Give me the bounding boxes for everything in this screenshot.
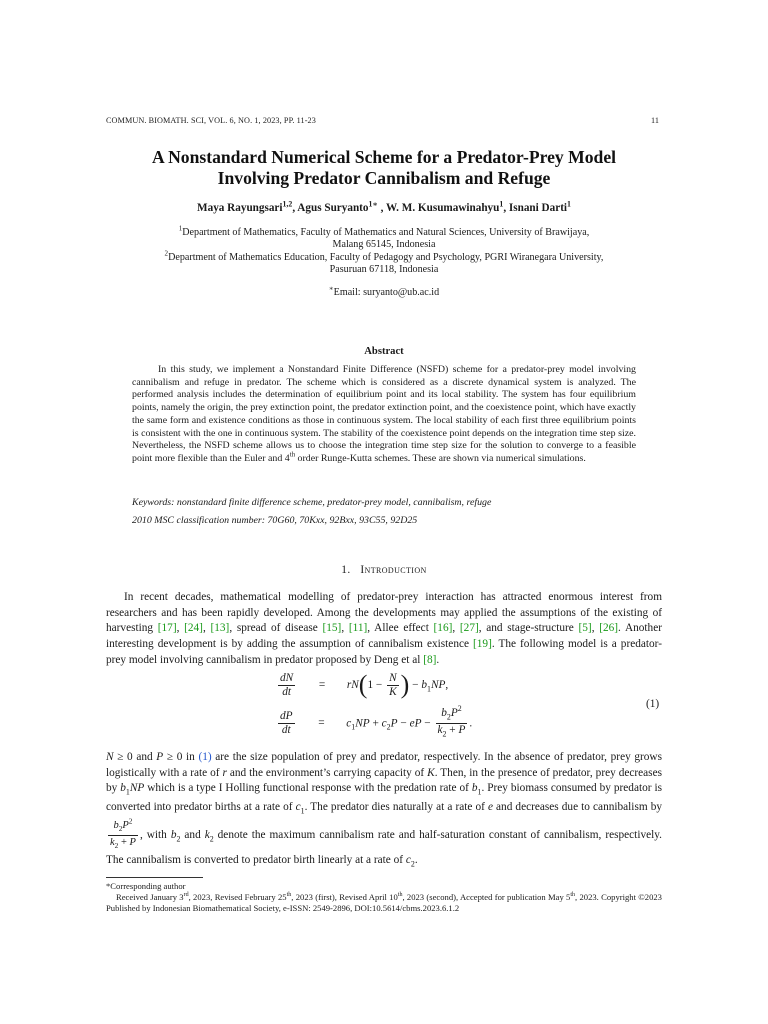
- para-text: .: [414, 853, 418, 866]
- email-sup: ∗: [328, 284, 334, 293]
- para-text: which is a type I Holling functional response with the predation rate of: [144, 782, 472, 795]
- received-text: , 2023 (first), Revised April 10: [291, 892, 398, 903]
- citation-link[interactable]: [27]: [459, 622, 479, 635]
- intro-text: , Allee effect: [367, 622, 434, 635]
- date-sup: th: [570, 892, 576, 899]
- keywords: Keywords: nonstandard finite difference scheme, predator-prey model, cannibalism, refuge: [132, 497, 492, 508]
- corresponding-author-note: *Corresponding author: [106, 881, 186, 891]
- author-affil-sup: 1: [499, 199, 504, 209]
- affil-sup: 1: [178, 224, 183, 233]
- msc-classification: 2010 MSC classification number: 70G60, 70Kxx, 92Bxx, 93C55, 92D25: [132, 515, 418, 526]
- para-text: and decreases due to cannibalism by: [492, 801, 662, 814]
- affiliation-2: [120, 249, 648, 277]
- author-name: Isnani Darti: [508, 202, 568, 214]
- para-text: . Prey biomass consumed by predator is converted into predator births at a rate of: [106, 782, 663, 814]
- author-list: Maya Rayungsari$^{1,2}$, Agus Suryanto$^{1∗}$ , W. M. Kusumawinahyu$^1$, Isnani Darti$^1$: [197, 199, 571, 214]
- citation-link[interactable]: [17]: [157, 622, 177, 635]
- intro-text: In recent decades, mathematical modelling of predator-prey interaction has attracted enormous interest from researchers and has been rapidly developed. Among the developments may applied the assumptions of the existing of harvesting: [106, 591, 662, 635]
- model-description-paragraph: N ≥ 0 and P ≥ 0 in (1) are the size population of prey and predator, respectively. In the absence of predator, prey grows logistically with a rate of r and the environment’s carrying capacity of K. Then, in the presence of predator, prey decreases by $b_1NP$ which is a type I Holling functional response with the predation rate of $b_1$. Prey biomass consumed by predator is converted into predator births at a rate of $c_1$. The predator dies naturally at a rate of e and decreases due to cannibalism by $\frac{b_2P^2}{k_2 + P}$ , with $b_2$ and $k_2$ denote the maximum cannibalism rate and half-saturation constant of cannibalism, respectively. The cannibalism is converted to predator birth linearly at a rate of $c_2$.: [106, 751, 663, 868]
- author-affil-sup: 1∗: [368, 199, 378, 209]
- intro-text: . Another interesting development is by adding the assumption of cannibalism existence: [106, 622, 662, 651]
- abstract-heading: Abstract: [364, 346, 404, 357]
- received-text: , 2023. Copyright ©2023 Published by Indonesian Biomathematical Society, e-ISSN: 2549-2896, DOI:10.5614/cbms.2023.6.1.2: [106, 892, 662, 914]
- citation-link[interactable]: [26]: [599, 622, 619, 635]
- citation-link[interactable]: [15]: [322, 622, 342, 635]
- citation-link[interactable]: [8]: [423, 653, 437, 666]
- received-text: , 2023, Revised February 25: [188, 892, 287, 903]
- corresponding-email: [0, 284, 768, 298]
- para-text: , with: [139, 829, 171, 842]
- received-note: [106, 892, 662, 914]
- equation-ref-link[interactable]: (1): [198, 751, 212, 763]
- intro-text: . The following model is a predator-prey model involving cannibalism in predator proposed by Deng et al: [106, 638, 662, 666]
- citation-link[interactable]: [13]: [210, 622, 230, 635]
- abstract-body: [132, 364, 636, 466]
- affiliation-1: [120, 224, 648, 252]
- abstract-sup: th: [289, 451, 296, 459]
- abstract-text-end: order Runge-Kutta schemes. These are shown via numerical simulations.: [295, 452, 586, 464]
- paper-title: [0, 147, 768, 189]
- equation-line-2: $\frac{dP}{dt}$ = $c_1NP + c_2P$ − eP − $\frac{b_2P^2}{k_2 + P}$ .: [280, 704, 473, 739]
- intro-paragraph: In recent decades, mathematical modelling of predator-prey interaction has attracted enormous interest from researchers and has been rapidly developed. Among the developments may applied the assumptions of the existing of harvesting [17], [24], [13], spread of disease [15], [11], Allee effect [16], [27], and stage-structure [5], [26]. Another interesting development is by adding the assumption of cannibalism existence [19]. The following model is a predator-prey model involving cannibalism in predator proposed by Deng et al [8].: [106, 591, 662, 666]
- intro-text: , spread of disease: [229, 622, 323, 635]
- page-number: 11: [651, 116, 660, 125]
- footnote-rule: [106, 877, 203, 878]
- para-text: . The predator dies naturally at a rate of: [304, 801, 488, 814]
- affil-line: Department of Mathematics Education, Faculty of Pedagogy and Psychology, PGRI Wiranegara University,: [168, 252, 604, 263]
- citation-link[interactable]: [11]: [348, 622, 368, 635]
- citation-link[interactable]: [24]: [184, 622, 203, 635]
- para-text: are the size population of prey and predator, respectively. In the absence of predator, prey grows logistically with a rate of: [106, 751, 662, 779]
- para-text: and: [180, 829, 205, 842]
- intro-text: .: [436, 653, 440, 666]
- running-header: COMMUN. BIOMATH. SCI, VOL. 6, NO. 1, 2023, PP. 11-23: [106, 116, 316, 125]
- title-line-1: A Nonstandard Numerical Scheme for a Predator-Prey Model: [151, 147, 617, 167]
- email-text: Email: suryanto@ub.ac.id: [333, 287, 440, 298]
- equation-line-1: $\frac{dN}{dt}$ = rN(1 − $\frac{N}{K}$ ) − $b_1NP$,: [280, 669, 449, 699]
- date-sup: th: [286, 892, 292, 899]
- abstract-text: In this study, we implement a Nonstandard Finite Difference (NSFD) scheme for a predator-prey model involving cannibalism and refuge in predator. The scheme which is considered as a discrete dynamical system is analyzed. The performed analysis includes the determination of equilibrium point and its local stability. The system has four equilibrium points, namely the origin, the prey extinction point, the predator extinction point, and the coexistence point, which have exactly the same form and existence conditions as those in continuous system. The local stability of each first three equilibrium points is consistent with the one in continuous system. The stability of the coexistence point depends on the integration time step size. Nevertheless, the NSFD scheme allows us to choose the integration time step size for the solution to converge to a feasible point more flexible than the Euler and 4: [132, 364, 636, 464]
- date-sup: rd: [183, 892, 189, 899]
- section-title: Introduction: [360, 564, 427, 576]
- title-line-2: Involving Predator Cannibalism and Refuge: [217, 168, 551, 188]
- section-heading: [0, 564, 768, 576]
- affil-line: Department of Mathematics, Faculty of Mathematics and Natural Sciences, University of Brawijaya,: [182, 227, 590, 238]
- author-affil-sup: 1: [567, 199, 571, 209]
- author-name: Agus Suryanto: [297, 202, 369, 214]
- footnote: [106, 881, 662, 915]
- para-text: . Then, in the presence of predator, prey decreases by: [106, 766, 662, 795]
- para-text: and the environment’s carrying capacity of: [226, 766, 428, 779]
- author-name: Maya Rayungsari: [197, 202, 283, 214]
- author-name: W. M. Kusumawinahyu: [386, 202, 500, 214]
- received-text: Received January 3: [116, 892, 184, 903]
- citation-link[interactable]: [19]: [473, 638, 492, 651]
- para-text: denote the maximum cannibalism rate and half-saturation constant of cannibalism, respectively. The cannibalism is converted to predator birth linearly at a rate of: [106, 829, 663, 866]
- author-affil-sup: 1,2: [282, 199, 293, 209]
- date-sup: th: [397, 892, 403, 899]
- affil-sup: 2: [164, 249, 169, 258]
- intro-text: , and stage-structure: [478, 622, 579, 635]
- equation-number: (1): [646, 698, 660, 710]
- citation-link[interactable]: [16]: [433, 622, 453, 635]
- section-number: 1.: [341, 564, 351, 576]
- citation-link[interactable]: [5]: [578, 622, 592, 635]
- affil-line: Pasuruan 67118, Indonesia: [329, 264, 439, 276]
- affil-line: Malang 65145, Indonesia: [332, 239, 436, 251]
- received-text: , 2023 (second), Accepted for publication May 5: [402, 892, 571, 903]
